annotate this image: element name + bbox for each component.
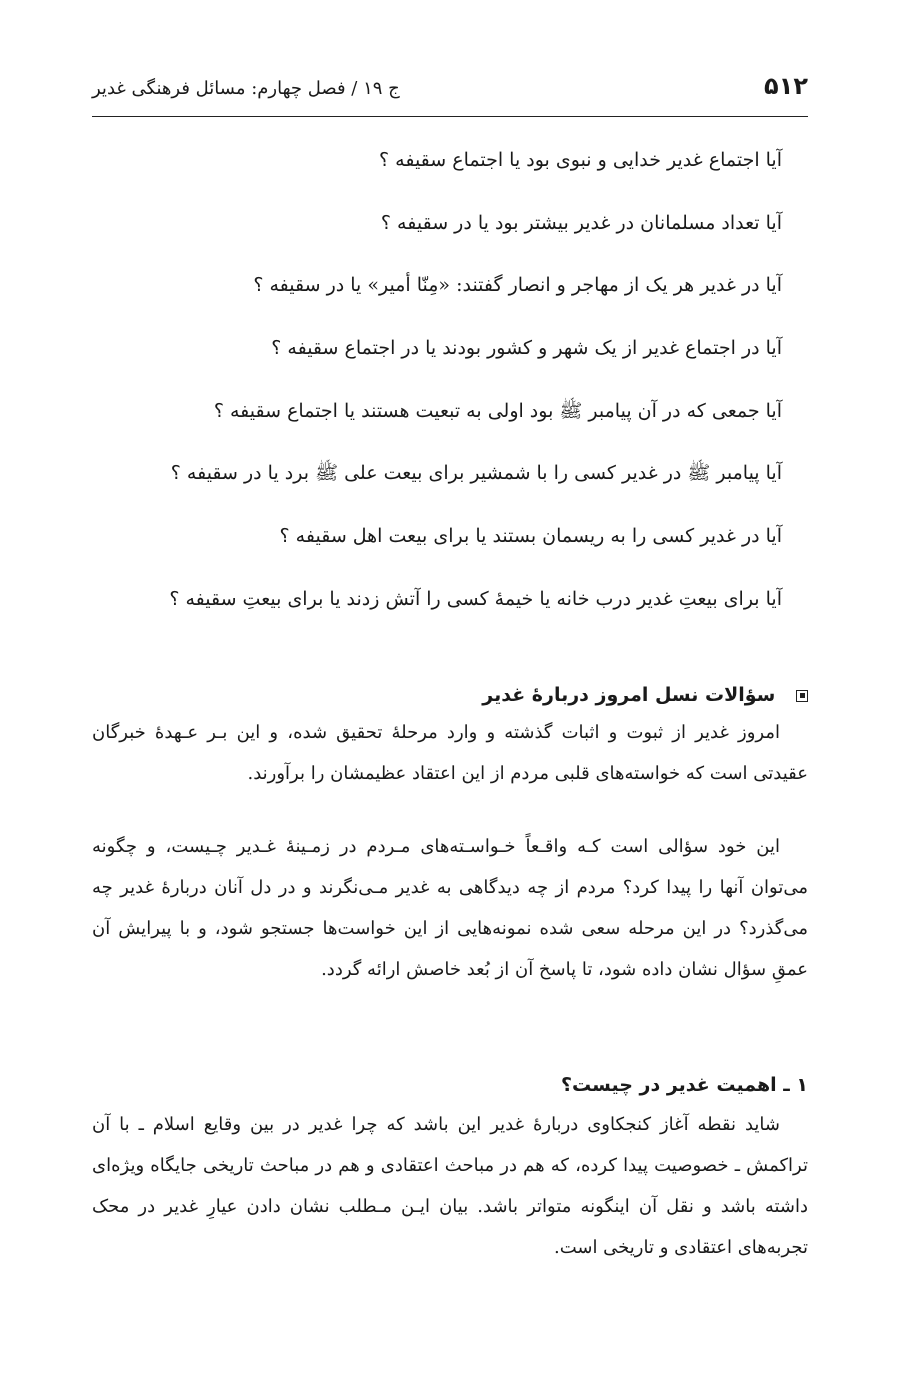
question-item: آیا در غدیر هر یک از مهاجر و انصار گفتند: «مِنّا أمیر» یا در سقیفه ؟ — [253, 274, 782, 297]
page-number: ۵۱۲ — [764, 72, 808, 100]
section-paragraph-1: امروز غدیر از ثبوت و اثبات گذشته و وارد مرحلهٔ تحقیق شده، و این بـر عـهدهٔ خبرگان عقیدتی است که خواسته‌های قلبی مردم از این اعتقاد عظیمشان را برآورند. — [92, 722, 808, 784]
subsection-paragraph: شاید نقطه آغاز کنجکاوی دربارهٔ غدیر این باشد که چرا غدیر در بین وقایع اسلام ـ با آن تراکمش ـ خصوصیت پیدا کرده، که هم در مباحث اعتقادی و هم در مباحث تاریخی جایگاه ویژه‌ای داشته باشد و نقل آن اینگونه متواتر باشد. بیان ایـن مـطلب نشان دادن عیارِ غدیر در محک تجربه‌های اعتقادی و تاریخی است. — [92, 1114, 808, 1258]
section-heading — [92, 678, 808, 712]
question-item: آیا پیامبر ﷺ در غدیر کسی را با شمشیر برای بیعت علی ﷺ برد یا در سقیفه ؟ — [170, 462, 782, 485]
question-item: آیا جمعی که در آن پیامبر ﷺ بود اولی به تبعیت هستند یا اجتماع سقیفه ؟ — [213, 399, 782, 422]
question-item: آیا تعداد مسلمانان در غدیر بیشتر بود یا در سقیفه ؟ — [380, 211, 782, 234]
running-title: ج ۱۹ / فصل چهارم: مسائل فرهنگی غدیر — [92, 78, 400, 99]
section-paragraph-2: این خود سؤالی است کـه واقـعاً خـواسـته‌های مـردم در زمـینهٔ غـدیر چـیست، و چگونه می‌توان آنها را پیدا کرد؟ مردم از چه دیدگاهی به غدیر مـی‌نگرند و در دل آنان دربارهٔ غدیر چه می‌گذرد؟ در این مرحله سعی شده نمونه‌هایی از این خواست‌ها جستجو شود، و با پیرایش آن عمقِ سؤال نشان داده شود، تا پاسخ آن از بُعد خاصش ارائه گردد. — [92, 836, 808, 980]
page-header — [92, 70, 808, 117]
section-heading-text: سؤالات نسل امروز دربارهٔ غدیر — [482, 684, 776, 706]
question-item: آیا اجتماع غدیر خدایی و نبوی بود یا اجتماع سقیفه ؟ — [379, 149, 782, 171]
question-item: آیا برای بیعتِ غدیر درب خانه یا خیمهٔ کسی را آتش زدند یا برای بیعتِ سقیفه ؟ — [169, 587, 782, 610]
question-list — [92, 140, 782, 642]
subsection-heading: ۱ ـ اهمیت غدیر در چیست؟ — [561, 1074, 808, 1096]
question-item: آیا در اجتماع غدیر از یک شهر و کشور بودند یا در اجتماع سقیفه ؟ — [271, 337, 782, 360]
question-item: آیا در غدیر کسی را به ریسمان بستند یا برای بیعت اهل سقیفه ؟ — [279, 525, 782, 548]
square-bullet-icon — [796, 690, 808, 702]
